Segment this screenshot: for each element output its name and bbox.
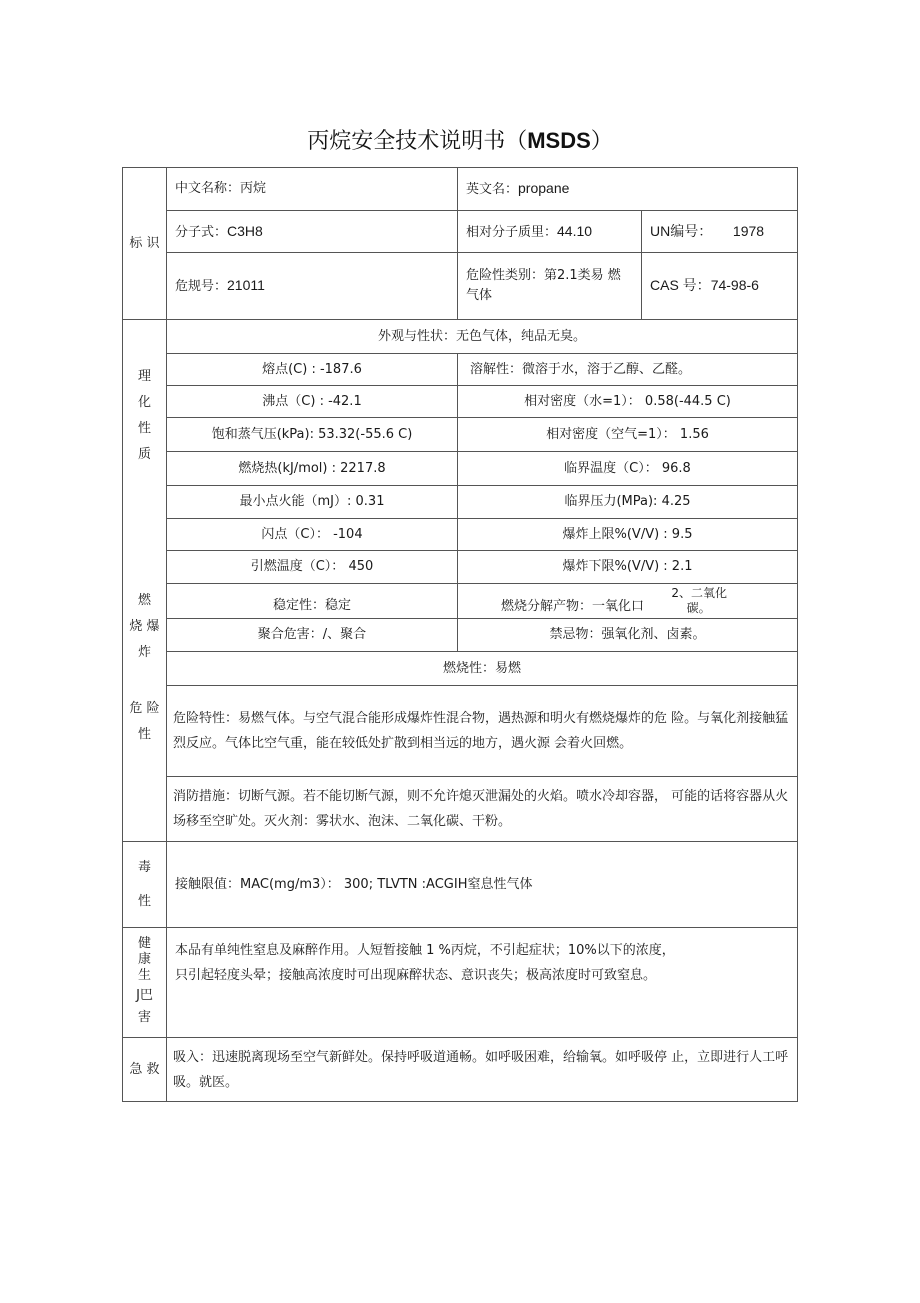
table-row (123, 354, 798, 386)
flash-point: 闪点（C）： -104 (167, 519, 458, 551)
heat-of-combustion: 燃烧热(kJ/mol) : 2217.8 (167, 452, 458, 486)
section-first-aid: 急 救 (123, 1038, 167, 1102)
table-row (123, 686, 798, 777)
flammability: 燃烧性：易燃 (167, 652, 798, 686)
page-title (0, 124, 920, 155)
reg-number: 危规号：21011 (167, 253, 458, 320)
msds-table (122, 167, 798, 1102)
relative-density-air: 相对密度（空气=1）： 1.56 (458, 418, 798, 452)
decomposition-superscript: 2、二氧化 碳。 (671, 586, 727, 615)
boiling-point: 沸点（C) : -42.1 (167, 386, 458, 418)
table-row (123, 386, 798, 418)
polymerization-hazard: 聚合危害：/、聚合 (167, 619, 458, 652)
autoignition-temp: 引燃温度（C）： 450 (167, 551, 458, 584)
table-row (123, 320, 798, 354)
critical-pressure: 临界压力(MPa): 4.25 (458, 486, 798, 519)
molecular-weight: 相对分子质里：44.10 (458, 211, 642, 253)
hazard-characteristics: 危险特性：易燃气体。与空气混合能形成爆炸性混合物，遇热源和明火有燃烧爆炸的危 险。与氧化剂接触猛烈反应。气体比空气重，能在较低处扩散到相当远的地方，遇火源 会着火回燃。 (167, 686, 798, 777)
table-row (123, 619, 798, 652)
min-ignition-energy: 最小点火能（mJ）: 0.31 (167, 486, 458, 519)
upper-explosive-limit: 爆炸上限%(V/V) : 9.5 (458, 519, 798, 551)
cn-name: 中文名称：丙烷 (167, 168, 458, 211)
section-toxicity: 毒 性 (123, 842, 167, 928)
table-row (123, 584, 798, 619)
table-row (123, 418, 798, 452)
cas-number: CAS 号：74-98-6 (642, 253, 798, 320)
table-row (123, 652, 798, 686)
lower-explosive-limit: 爆炸下限%(V/V) : 2.1 (458, 551, 798, 584)
table-row (123, 519, 798, 551)
health-hazards (167, 928, 798, 1038)
firefighting-measures: 消防措施：切断气源。若不能切断气源，则不允许熄灭泄漏处的火焰。喷水冷却容器， 可能的话将容器从火场移至空旷处。灭火剂：雾状水、泡沫、二氧化碳、干粉。 (167, 777, 798, 842)
exposure-limit: 接触限值：MAC(mg/m3）： 300; TLVTN :ACGIH窒息性气体 (167, 842, 798, 928)
table-row (123, 928, 798, 1038)
health-line-1: 本品有单纯性窒息及麻醉作用。人短暂接触 1 %丙烷，不引起症状；10%以下的浓度， (175, 943, 675, 958)
title-bold: MSDS (527, 128, 591, 153)
title-close: ） (590, 129, 613, 154)
table-row (123, 253, 798, 320)
formula: 分子式：C3H8 (167, 211, 458, 253)
section-physchem-fire: 理 化 性 质 燃 烧 爆 炸 危 险 性 (123, 320, 167, 842)
hazard-class: 危险性类别：第2.1类易 燃气体 (458, 253, 642, 320)
first-aid-inhalation: 吸入：迅速脱离现场至空气新鲜处。保持呼吸道通畅。如呼吸困难，给输氧。如呼吸停 止，立即进行人工呼吸。就医。 (167, 1038, 798, 1102)
decomposition-products (458, 584, 798, 619)
table-row (123, 211, 798, 253)
appearance: 外观与性状：无色气体，纯品无臭。 (167, 320, 798, 354)
table-row (123, 551, 798, 584)
health-line-2: 只引起轻度头晕；接触高浓度时可出现麻醉状态、意识丧失；极高浓度时可致窒息。 (175, 968, 657, 983)
table-row (123, 777, 798, 842)
section-identity: 标 识 (123, 168, 167, 320)
critical-temperature: 临界温度（C）： 96.8 (458, 452, 798, 486)
decomposition-text: 燃烧分解产物：一氧化口 (500, 599, 644, 614)
un-number: UN编号： 1978 (642, 211, 798, 253)
table-row (123, 168, 798, 211)
table-row (123, 452, 798, 486)
solubility: 溶解性：微溶于水，溶于乙醇、乙醛。 (458, 354, 798, 386)
table-row (123, 1038, 798, 1102)
title-text: 丙烷安全技术说明书（ (307, 129, 528, 154)
melting-point: 熔点(C) : -187.6 (167, 354, 458, 386)
incompatible-materials: 禁忌物：强氧化剂、卤素。 (458, 619, 798, 652)
vapor-pressure: 饱和蒸气压(kPa): 53.32(-55.6 C) (167, 418, 458, 452)
relative-density-water: 相对密度（水=1）： 0.58(-44.5 C) (458, 386, 798, 418)
section-health: 健 康 生 J巴 害 (123, 928, 167, 1038)
table-row (123, 486, 798, 519)
table-row (123, 842, 798, 928)
stability: 稳定性：稳定 (167, 584, 458, 619)
en-name: 英文名：propane (458, 168, 798, 211)
